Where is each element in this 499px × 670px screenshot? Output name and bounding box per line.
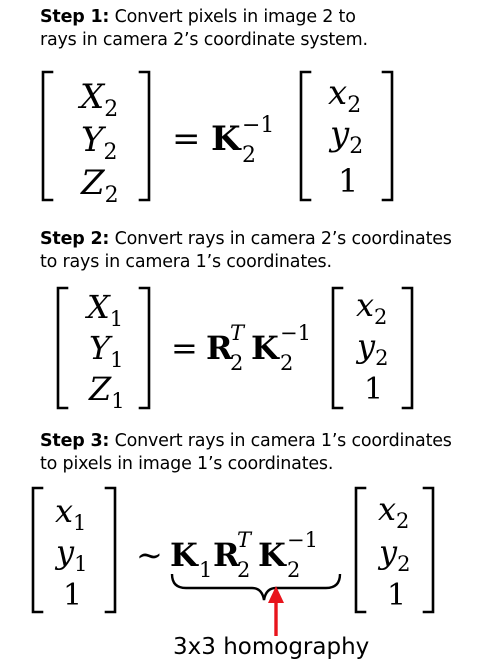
- eq3-right-row-2-sub: 2: [397, 552, 411, 576]
- eq3-right-row-1: x: [378, 490, 397, 528]
- step-2-line-2: to rays in camera 1’s coordinates.: [40, 252, 332, 272]
- eq1-right-row-3: 1: [338, 162, 359, 200]
- eq1-left-row-3: Z: [81, 163, 105, 203]
- svg-text:Y1: [89, 329, 124, 372]
- svg-text:x2: [328, 73, 361, 118]
- eq3-left-row-3: 1: [63, 578, 83, 613]
- eq2-R: R: [206, 329, 233, 367]
- eq1-left-row-3-sub: 2: [104, 183, 119, 208]
- eq3-left-row-2: y: [56, 533, 75, 571]
- eq3-right-open-bracket: [356, 488, 365, 612]
- svg-text:Z2: [80, 163, 119, 208]
- eq1-right-close-bracket: [383, 72, 392, 200]
- eq2-right-close-bracket: [403, 288, 412, 408]
- svg-text:y1: [54, 533, 87, 576]
- step-1-label: Step 1:: [40, 7, 110, 27]
- svg-text:x2: [378, 490, 409, 533]
- svg-text:y2: [377, 533, 410, 576]
- eq3-right-close-bracket: [424, 488, 433, 612]
- eq2-K: K: [251, 329, 279, 367]
- svg-text:x2: [356, 286, 387, 329]
- eq3-left-open-bracket: [33, 488, 42, 612]
- eq2-right-row-2-sub: 2: [375, 346, 389, 370]
- eq2-right-row-3: 1: [364, 372, 384, 407]
- eq2-K-sub: 2: [280, 351, 294, 375]
- eq2-right-row-1: x: [356, 286, 375, 324]
- eq3-left-row-2-sub: 1: [74, 552, 88, 576]
- eq2-left-row-3-sub: 1: [111, 389, 125, 413]
- eq1-K: K: [211, 119, 241, 159]
- eq3-K-sub: 2: [287, 558, 301, 582]
- svg-text:y2: [355, 327, 388, 370]
- eq3-K-sup: −1: [287, 528, 318, 552]
- eq3-K1-sub: 1: [199, 558, 213, 582]
- red-arrow-icon: [268, 586, 284, 636]
- eq2-left-close-bracket: [140, 288, 149, 408]
- eq2-left-row-2: Y: [89, 329, 111, 367]
- eq3-right-row-1-sub: 2: [396, 509, 410, 533]
- eq3-right-row-3: 1: [387, 578, 407, 613]
- eq3-similar-sign: ∼: [136, 536, 163, 574]
- step-3-label: Step 3:: [40, 431, 110, 451]
- eq2-left-row-2-sub: 1: [110, 348, 124, 372]
- eq1-left-open-bracket: [43, 72, 52, 200]
- homography-caption: 3x3 homography: [173, 634, 370, 660]
- eq2-R-sub: 2: [230, 351, 244, 375]
- eq3-R-sub: 2: [237, 558, 251, 582]
- eq1-left-row-2: Y: [81, 120, 104, 160]
- svg-text:X1: [84, 288, 123, 331]
- eq1-left-row-2-sub: 2: [103, 140, 118, 165]
- eq2-K-sup: −1: [280, 321, 311, 345]
- eq2-left-open-bracket: [58, 288, 67, 408]
- eq1-right-row-1-sub: 2: [347, 93, 362, 118]
- eq2-right-row-2: y: [357, 327, 376, 365]
- eq1-left-row-1-sub: 2: [104, 97, 119, 122]
- eq1-left-close-bracket: [140, 72, 149, 200]
- eq2-R-sup: T: [230, 321, 245, 345]
- eq3-left-row-1-sub: 1: [73, 511, 87, 535]
- homography-underbrace: [172, 574, 340, 600]
- eq1-left-row-1: X: [80, 77, 105, 117]
- step-3-line-2: to pixels in image 1’s coordinates.: [40, 454, 334, 474]
- svg-text:x1: [55, 492, 86, 535]
- svg-text:Y2: [81, 120, 117, 165]
- eq3-R: R: [213, 536, 240, 574]
- eq2-left-row-1: X: [87, 288, 110, 326]
- eq2-right-row-1-sub: 2: [374, 305, 388, 329]
- eq2-right-open-bracket: [333, 288, 342, 408]
- step-1-line-2: rays in camera 2’s coordinate system.: [40, 30, 368, 50]
- step-2-line-1: Convert rays in camera 2’s coordinates: [114, 229, 452, 249]
- eq2-equals-sign: =: [171, 329, 198, 367]
- eq2-left-row-3: Z: [89, 370, 112, 408]
- step-3-line-1: Convert rays in camera 1’s coordinates: [114, 431, 452, 451]
- eq3-K: K: [258, 536, 286, 574]
- eq1-K-sub: 2: [242, 143, 256, 168]
- eq3-left-row-1: x: [55, 492, 74, 530]
- eq3-left-close-bracket: [106, 488, 115, 612]
- eq1-equals-sign: =: [172, 119, 201, 159]
- svg-text:y2: [328, 114, 363, 159]
- eq2-left-row-1-sub: 1: [109, 307, 124, 331]
- eq3-K1: K: [170, 536, 198, 574]
- eq3-right-row-2: y: [379, 533, 398, 571]
- step-1-line-1: Convert pixels in image 2 to: [114, 7, 356, 27]
- step-2-label: Step 2:: [40, 229, 110, 249]
- eq1-right-row-1: x: [328, 73, 348, 113]
- eq1-right-open-bracket: [301, 72, 310, 200]
- svg-text:X2: [77, 77, 118, 122]
- eq1-right-row-2-sub: 2: [349, 134, 364, 159]
- eq1-right-row-2: y: [330, 114, 350, 154]
- eq3-R-sup: T: [237, 528, 252, 552]
- svg-text:Z1: [88, 370, 125, 413]
- eq1-K-sup: −1: [242, 113, 275, 138]
